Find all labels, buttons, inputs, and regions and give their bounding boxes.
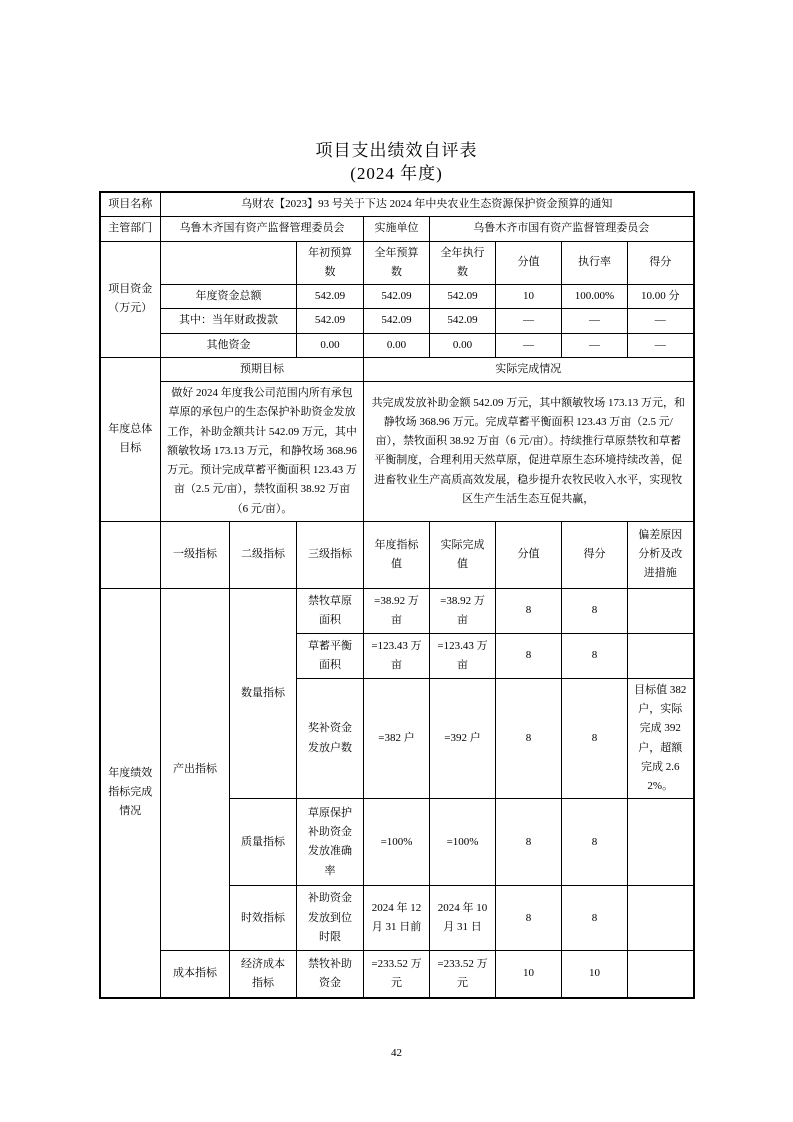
- page-title: 项目支出绩效自评表: [315, 141, 478, 160]
- funding-cell-points: 10: [496, 285, 562, 309]
- funding-cell-initial: 542.09: [297, 285, 364, 309]
- indicator-deviation: [628, 588, 694, 633]
- project-name-value: 乌财农【2023】93 号关于下达 2024 年中央农业生态资源保护资金预算的通知: [161, 192, 694, 217]
- dept-label: 主管部门: [100, 217, 161, 241]
- funding-cell-points: —: [496, 309, 562, 333]
- funding-header-score: 得分: [628, 241, 694, 285]
- indicator-actual: =38.92 万亩: [430, 588, 496, 633]
- indicator-level3: 草蓄平衡面积: [297, 633, 364, 678]
- indicator-header-points: 分值: [496, 521, 562, 588]
- funding-cell-exec-rate: 100.00%: [562, 285, 628, 309]
- indicator-actual: 2024 年 10 月 31 日: [430, 886, 496, 951]
- page-number: 42: [391, 1047, 402, 1059]
- project-name-label: 项目名称: [100, 192, 161, 217]
- indicator-points: 8: [496, 678, 562, 799]
- indicator-target: =38.92 万亩: [364, 588, 430, 633]
- goal-actual-text: 共完成发放补助金额 542.09 万元，其中额敏牧场 173.13 万元，和静牧场 368.96 万元。完成草蓄平衡面积 123.43 万亩（2.5 元/亩），禁牧面积 38.92 万亩（6 元/亩）。持续推行草原禁牧和草蓄平衡制度，合理利用天然草原，促进草原生态环境持续改善，促进畜牧业生产高质高效发展，稳步提升农牧民收入水平，实现牧区生产生活生态互促共赢，: [364, 382, 694, 522]
- funding-row-total: [100, 285, 694, 309]
- goal-expected-header: 预期目标: [161, 357, 364, 381]
- indicator-actual: =123.43 万亩: [430, 633, 496, 678]
- indicator-deviation: [628, 951, 694, 998]
- indicator-level3: 禁牧草原面积: [297, 588, 364, 633]
- indicator-header-level2: 二级指标: [230, 521, 297, 588]
- indicator-deviation: 目标值 382 户，实际完成 392 户，超额完成 2.62%。: [628, 678, 694, 799]
- indicator-actual: =233.52 万元: [430, 951, 496, 998]
- indicator-header-target: 年度指标值: [364, 521, 430, 588]
- indicator-level3: 奖补资金发放户数: [297, 678, 364, 799]
- funding-cell-exec-rate: —: [562, 333, 628, 357]
- indicator-header-actual: 实际完成值: [430, 521, 496, 588]
- funding-cell-executed: 542.09: [430, 285, 496, 309]
- indicator-level1-output: 产出指标: [161, 588, 230, 951]
- funding-header-exec-rate: 执行率: [562, 241, 628, 285]
- indicator-actual: =392 户: [430, 678, 496, 799]
- indicator-target: =100%: [364, 799, 430, 886]
- indicator-level2-quantity: 数量指标: [230, 588, 297, 799]
- indicator-score: 8: [562, 588, 628, 633]
- indicator-header-level3: 三级指标: [297, 521, 364, 588]
- indicator-points: 8: [496, 633, 562, 678]
- goal-section-label: 年度总体目标: [100, 357, 161, 521]
- indicator-section-label: 年度绩效指标完成情况: [100, 588, 161, 998]
- indicator-level3: 补助资金发放到位时限: [297, 886, 364, 951]
- funding-cell-annual: 0.00: [364, 333, 430, 357]
- indicator-score: 8: [562, 633, 628, 678]
- unit-label: 实施单位: [364, 217, 430, 241]
- indicator-target: =123.43 万亩: [364, 633, 430, 678]
- indicator-row: [100, 588, 694, 633]
- indicator-score: 8: [562, 678, 628, 799]
- indicator-deviation: [628, 886, 694, 951]
- funding-blank-header: [161, 241, 297, 285]
- funding-header-initial: 年初预算数: [297, 241, 364, 285]
- indicator-level3: 禁牧补助资金: [297, 951, 364, 998]
- funding-row-label: 年度资金总额: [161, 285, 297, 309]
- indicator-header-level1: 一级指标: [161, 521, 230, 588]
- funding-cell-points: —: [496, 333, 562, 357]
- indicator-points: 8: [496, 886, 562, 951]
- indicator-level1-cost: 成本指标: [161, 951, 230, 998]
- funding-cell-annual: 542.09: [364, 309, 430, 333]
- indicator-target: =382 户: [364, 678, 430, 799]
- indicator-level2-economic: 经济成本指标: [230, 951, 297, 998]
- indicator-score: 8: [562, 799, 628, 886]
- indicator-blank-header: [100, 521, 161, 588]
- funding-header-executed: 全年执行数: [430, 241, 496, 285]
- funding-cell-executed: 542.09: [430, 309, 496, 333]
- indicator-actual: =100%: [430, 799, 496, 886]
- indicator-target: =233.52 万元: [364, 951, 430, 998]
- funding-cell-executed: 0.00: [430, 333, 496, 357]
- indicator-deviation: [628, 633, 694, 678]
- indicator-level2-time: 时效指标: [230, 886, 297, 951]
- dept-value: 乌鲁木齐国有资产监督管理委员会: [161, 217, 364, 241]
- indicator-points: 10: [496, 951, 562, 998]
- funding-row-label: 其中：当年财政拨款: [161, 309, 297, 333]
- indicator-target: 2024 年 12 月 31 日前: [364, 886, 430, 951]
- goal-expected-text: 做好 2024 年度我公司范围内所有承包草原的承包户的生态保护补助资金发放工作，补助金额共计 542.09 万元，其中额敏牧场 173.13 万元，和静牧场 368.96 万元。预计完成草蓄平衡面积 123.43 万亩（2.5 元/亩），禁牧面积 38.92 万亩（6 元/亩）。: [161, 382, 364, 522]
- funding-cell-score: —: [628, 309, 694, 333]
- indicator-score: 8: [562, 886, 628, 951]
- funding-cell-annual: 542.09: [364, 285, 430, 309]
- indicator-score: 10: [562, 951, 628, 998]
- funding-header-annual: 全年预算数: [364, 241, 430, 285]
- funding-cell-initial: 542.09: [297, 309, 364, 333]
- funding-cell-initial: 0.00: [297, 333, 364, 357]
- funding-row-fiscal: [100, 309, 694, 333]
- funding-cell-exec-rate: —: [562, 309, 628, 333]
- indicator-level2-quality: 质量指标: [230, 799, 297, 886]
- indicator-header-score: 得分: [562, 521, 628, 588]
- indicator-points: 8: [496, 588, 562, 633]
- funding-cell-score: —: [628, 333, 694, 357]
- funding-row-label: 其他资金: [161, 333, 297, 357]
- funding-header-points: 分值: [496, 241, 562, 285]
- funding-cell-score: 10.00 分: [628, 285, 694, 309]
- funding-row-other: [100, 333, 694, 357]
- funding-section-label: 项目资金（万元）: [100, 241, 161, 357]
- page-subtitle: (2024 年度): [350, 164, 443, 183]
- indicator-points: 8: [496, 799, 562, 886]
- unit-value: 乌鲁木齐市国有资产监督管理委员会: [430, 217, 694, 241]
- goal-actual-header: 实际完成情况: [364, 357, 694, 381]
- indicator-level3: 草原保护补助资金发放准确率: [297, 799, 364, 886]
- indicator-header-deviation: 偏差原因分析及改进措施: [628, 521, 694, 588]
- indicator-deviation: [628, 799, 694, 886]
- indicator-row: [100, 951, 694, 998]
- self-eval-table: [99, 191, 695, 999]
